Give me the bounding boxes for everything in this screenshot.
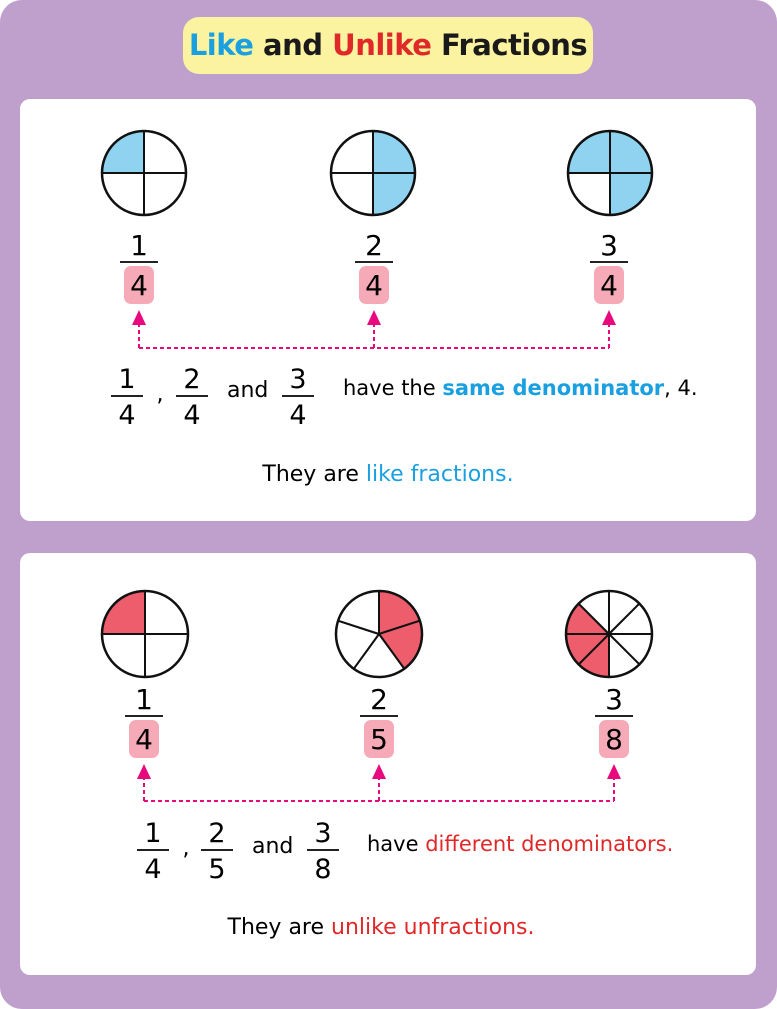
like-connector-arrows — [132, 310, 616, 348]
sentence-denominator-3: 4 — [289, 400, 307, 431]
numerator: 2 — [370, 683, 388, 716]
fraction-circle-2 — [331, 131, 415, 215]
numerator: 1 — [130, 229, 148, 262]
like-fraction-3 — [590, 229, 628, 304]
sentence-numerator-3: 3 — [289, 364, 307, 395]
unlike-connector-arrows — [137, 764, 621, 801]
unlike-conclusion: They are unlike unfractions. — [227, 915, 535, 940]
unlike-fractions-card — [20, 553, 756, 975]
numerator: 2 — [365, 229, 383, 262]
unlike-fraction-3 — [595, 683, 633, 758]
sentence-denominator-2: 4 — [183, 400, 201, 431]
sentence-denominator-1: 4 — [118, 400, 136, 431]
denominator: 4 — [135, 723, 153, 756]
numerator: 3 — [605, 683, 623, 716]
title-unlike: Unlike — [332, 28, 432, 62]
denominator: 4 — [600, 269, 618, 302]
title-fractions: Fractions — [441, 28, 588, 62]
denominator: 8 — [605, 723, 623, 756]
sentence-denominator-2: 5 — [208, 854, 226, 885]
denominator: 5 — [370, 723, 388, 756]
sentence-text: have the same denominator, 4. — [343, 376, 698, 400]
numerator: 1 — [135, 683, 153, 716]
like-sentence — [111, 364, 698, 431]
fraction-circle-2 — [336, 591, 422, 677]
sentence-denominator-3: 8 — [314, 854, 332, 885]
unlike-fractions-graphic — [20, 553, 756, 975]
denominator: 4 — [365, 269, 383, 302]
and-word: and — [227, 378, 269, 403]
comma: , — [156, 382, 164, 407]
unlike-fraction-2 — [360, 683, 398, 758]
page-title — [183, 17, 593, 74]
sentence-numerator-1: 1 — [144, 818, 162, 849]
fraction-circle-1 — [102, 591, 188, 677]
fraction-circle-3 — [568, 131, 652, 215]
title-and: and — [263, 28, 323, 62]
fraction-circle-1 — [102, 131, 186, 215]
numerator: 3 — [600, 229, 618, 262]
sentence-numerator-2: 2 — [183, 364, 201, 395]
denominator: 4 — [130, 269, 148, 302]
sentence-numerator-3: 3 — [314, 818, 332, 849]
like-fraction-1 — [120, 229, 158, 304]
title-like: Like — [188, 28, 254, 62]
like-conclusion: They are like fractions. — [262, 462, 514, 487]
comma: , — [182, 836, 190, 861]
sentence-denominator-1: 4 — [144, 854, 162, 885]
unlike-sentence — [137, 818, 673, 885]
unlike-fraction-1 — [125, 683, 163, 758]
like-fractions-graphic — [20, 99, 756, 521]
fraction-circle-3 — [566, 591, 652, 677]
sentence-numerator-2: 2 — [208, 818, 226, 849]
sentence-numerator-1: 1 — [118, 364, 136, 395]
and-word: and — [252, 834, 294, 859]
like-fractions-card — [20, 99, 756, 521]
sentence-text: have different denominators. — [367, 832, 674, 856]
like-fraction-2 — [355, 229, 393, 304]
